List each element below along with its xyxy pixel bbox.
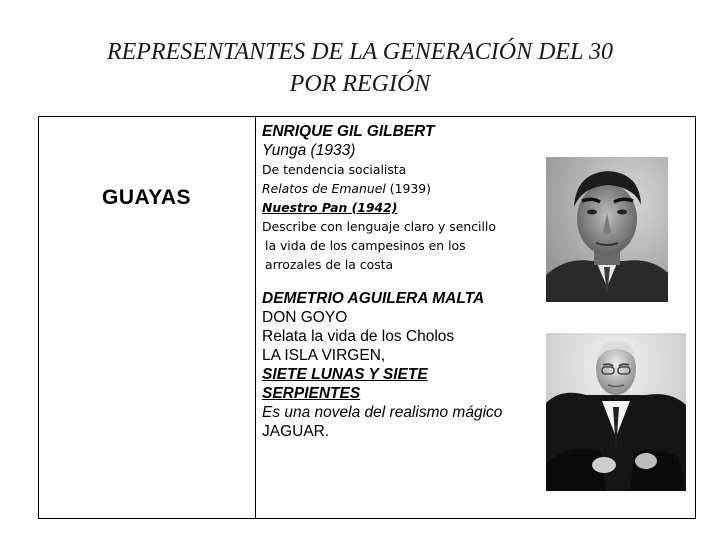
author1-work-yunga: Yunga (1933) <box>262 142 356 159</box>
author1-portrait <box>546 157 668 302</box>
author1-name: ENRIQUE GIL GILBERT <box>262 123 435 140</box>
title-line-2: POR REGIÓN <box>289 71 431 97</box>
author1-work-relatos-title: Relatos de Emanuel <box>262 181 386 196</box>
region-label: GUAYAS <box>102 186 191 209</box>
authors-cell <box>262 122 547 441</box>
column-divider <box>255 116 256 519</box>
author1-work-relatos <box>262 179 547 198</box>
author2-desc-2: Es una novela del realismo mágico <box>262 404 503 421</box>
page-title <box>40 36 680 100</box>
author1-desc-2: la vida de los campesinos en los <box>265 238 466 253</box>
author2-work-isla-virgen: LA ISLA VIRGEN, <box>262 347 386 364</box>
author1-work-nuestro-pan: Nuestro Pan (1942) <box>262 200 398 215</box>
author2-name: DEMETRIO AGUILERA MALTA <box>262 290 485 307</box>
author2-portrait <box>546 333 686 491</box>
author2-desc-1: Relata la vida de los Cholos <box>262 328 455 345</box>
author2-work-siete-lunas-1: SIETE LUNAS Y SIETE <box>262 366 428 383</box>
author1-desc-3: arrozales de la costa <box>265 257 394 272</box>
author1-note: De tendencia socialista <box>262 162 407 177</box>
author1-desc-1: Describe con lenguaje claro y sencillo <box>262 219 496 234</box>
author2-work-jaguar: JAGUAR. <box>262 423 330 440</box>
title-line-1: REPRESENTANTES DE LA GENERACIÓN DEL 30 <box>106 39 613 65</box>
author2-work-don-goyo: DON GOYO <box>262 309 348 326</box>
author1-work-relatos-year: (1939) <box>385 181 431 196</box>
author2-work-siete-lunas-2: SERPIENTES <box>262 385 361 402</box>
